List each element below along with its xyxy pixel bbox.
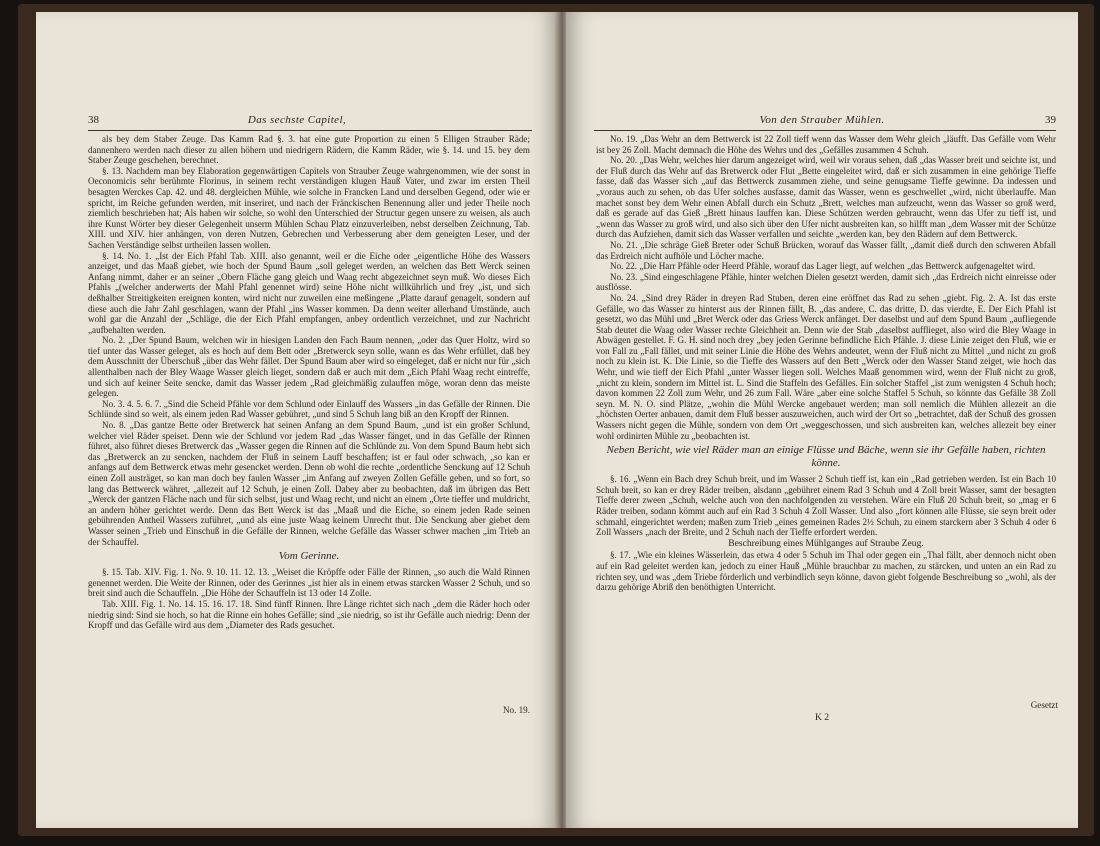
right-page [566, 12, 1078, 828]
paragraph: No. 23. „Sind eingeschlagene Pfähle, hinter welchen Dielen gesetzt werden, damit sich „das Erdreich nicht einreisse oder ausflösse. [596, 271, 1056, 293]
right-head-rule [594, 130, 1056, 131]
paragraph: §. 17. „Wie ein kleines Wässerlein, das etwa 4 oder 5 Schuh im Thal oder gegen ein „Thal fällt, aber dennoch nicht oben auf ein Rad geleitet werden kan, jedoch zu einer Hauß „Mühle brauchbar zu machen, zu stärcken, und unten an ein Rad zu richten sey, und was „dem Triebe förderlich und verbindlich seyn könne, davon giebt folgende Beschreibung so „wohl, als der darzu gehörige Abriß den benöthigten Unterricht. [596, 550, 1056, 593]
right-catchword: Gesetzt [1030, 700, 1058, 710]
section-heading: Neben Bericht, wie viel Räder man an einige Flüsse und Bäche, wenn sie ihr Gefälle haben, richten könne. [606, 444, 1046, 470]
paragraph: No. 21. „Die schräge Gieß Breter oder Schuß Brücken, worauf das Wasser fällt, „damit dieß durch den schweren Abfall das Erdreich nicht aufhöle und Löcher mache. [596, 239, 1056, 261]
left-page-number: 38 [88, 114, 99, 126]
paragraph: Tab. XIII. Fig. 1. No. 14. 15. 16. 17. 18. Sind fünff Rinnen. Ihre Länge richtet sich nach „dem die Räder hoch oder niedrig sind: Sind sie hoch, so hat die Rinne ein hohes Gefälle; sind „sie niedrig, so ist ihr Gefälle auch niedrig: Denn der Kropff und das Gefälle wird aus dem „Diameter des Rads gesuchet. [88, 598, 530, 631]
section-heading: Vom Gerinne. [278, 550, 340, 563]
left-running-title: Das sechste Capitel, [247, 114, 347, 126]
right-running-head [566, 112, 1078, 128]
left-head-rule [88, 130, 532, 131]
section-heading: Beschreibung eines Mühlganges auf Straube Zeug. [728, 537, 924, 549]
paragraph: §. 15. Tab. XIV. Fig. 1. No. 9. 10. 11. 12. 13. „Weiset die Kröpffe oder Fälle der Rinnen, „so auch die Wald Rinnen genennet werden. Die Weite der Rinnen, oder des Gerinnes „ist hier als in einem etwas starcken Wasser 2 Schuh, und so breit sind auch die Schauffeln. „Die Höhe der Schauffeln ist 13 oder 14 Zolle. [88, 567, 530, 599]
paragraph: §. 14. No. 1. „Ist der Eich Pfahl Tab. XIII. also genannt, weil er die Eiche oder „eigentliche Höhe des Wassers anzeiget, und das Maaß giebet, wie hoch der Spund Baum „soll geleget werden, an welchen das Bett Werck seinen Anfang nimmt, daher er an seiner „Obern Fläche gang gleich und Waag recht abgezeichnet seyn muß. Wo dieses Eich Pfahls „(welcher anderwerts der Mahl Pfahl genennet wird) seine Höhe nicht willkührlich und frey „ist, und sich deßhalber Streitigkeiten ereignen konten, wird nicht nur zuweilen eine meßingene „Platte darauf genagelt, sondern auf diese auch die Jahr Zahl geschlagen, wann der Pfahl „ins Wasser kommen. Da denn weiter allerhand Umstände, auch wohl gar die Anzahl der „Schläge, die der Eich Pfahl empfangen, anbey ordentlich verzeichnet, und zur Nachricht „aufbehalten werden. [88, 250, 530, 335]
paragraph: No. 8. „Das gantze Bette oder Bretwerck hat seinen Anfang an dem Spund Baum, „und ist ein großer Schlund, welcher viel Räder speiset. Denn wie der Schlund vor jedem Rad „das Wasser fänget, und in das Gefälle der Rinnen führet, also führet dieses Bretwerck das „Wasser gegen die Rinnen auf die Schlünde zu. Von dem Spund Baum hebt sich das „Bretwerck an zu sencken, nachdem der Fluß in seinem Lauff beschaffen; ist er faul oder schwach, „so kan er anfangs auf dem Bettwerck etwas mehr gesencket werden. Denn ob wohl die rechte „ordentliche Senckung auf 12 Schuh einen Zoll austräget, so kan man doch bey faulen Wasser „im Anfang auf zweyen Zollen Gefälle geben, und so fort, so lang das Bettwerck währet, „allezeit auf 12 Schuh, je einen Zoll. Dabey aber zu beobachten, daß im übrigen das Bett „Werck der gantzen Fläche nach und für sich selbst, just und Waag recht, und nicht an einem „Orte tieffer und muldricht, an andern höher gerichtet werde. Denn das Bett Werck ist das „Maaß und die Eiche, so einem jeden Rade seinen gebührenden Antheil Wassers zuführet, „und als eine juste Waag keinem Unrecht thut. Die Senckung aber giebet dem Wasser seinen „Trieb und Einschuß in die Gefälle der Rinnen, welche Gefälle das Wasser schwer machen „im Trieb an der Schauffel. [88, 420, 530, 547]
paragraph: als bey dem Staber Zeuge. Das Kamm Rad §. 3. hat eine gute Proportion zu einen 5 Elligen Strauber Räde; dannenhero werden nach dieser zu allen höhern und niedrigern Rädern, die Kamm Räder, wie §. 14. und 15. bey dem Staber Zeuge geschehen, berechnet. [88, 134, 530, 166]
paragraph: §. 16. „Wenn ein Bach drey Schuh breit, und im Wasser 2 Schuh tieff ist, kan ein „Rad getrieben werden. Ist ein Bach 10 Schuh breit, so kan er drey Räder treiben, alsdann „gebühret einem Rad 3 Schuh und 4 Zoll breit Wasser, samt der besagten Tieffe derer zween „Schuh, welche auch von den nachfolgenden zu verstehen. Wäre ein Fluß 20 Schuh breit, so „mag er 6 Räder treiben, sodann kömmt auch auf ein Rad 3 Schuh 4 Zoll Wasser. Und also „fort können alle Flüsse, sie seyn breit oder schmahl, eingerichtet werden; maßen zum Trieb „eines gemeinen Rades 2½ Schuh, zu einem starckern aber 3 Schuh 4 oder 6 Zoll Wassers „nach der Breite, und 2 Schuh nach der Tieffe erfordert werden. [596, 474, 1056, 538]
right-page-number: 39 [1045, 114, 1056, 126]
paragraph: No. 22. „Die Harr Pfähle oder Heerd Pfähle, worauf das Lager liegt, auf welchen „das Bettwerck aufgenageltet wird. [610, 261, 1036, 272]
paragraph: §. 13. Nachdem man bey Elaboration gegenwärtigen Capitels von Strauber Zeuge wahrgenommen, wie der sonst in Oeconomicis sehr berühmte Florinus, in seinem recht verständigen klugen Hauß Vater, und zwar im ersten Theil besagten Werckes Cap. 42. und 48. dergleichen Mühle, wie solche in Francken Land und derselben Gegend, oder wie er spricht, im Reiche gefunden werden, mit inseriret, und nach der Fränckischen Benennung aller und jeder Theile noch ziemlich beschrieben hat; Als haben wir solche, so wohl den Unterschied der Structur gegen unsere zu weisen, als auch ihre Kunst Wörter bey dieser Gelegenheit unserm Mühlen Schau Platz einzuverleiben, nebst derselben Zeichnung, Tab. XIII. und XIV. hier anhängen, von deren Nutzen, Gebrechen und Verbesserung aber dem geneigten Leser, und der Sachen Verständige selbst urtheilen lassen wollen. [88, 165, 530, 250]
paragraph: No. 24. „Sind drey Räder in dreyen Rad Stuben, deren eine eröffnet das Rad zu sehen „giebt. Fig. 2. A. Ist das erste Gefälle, wo das Wasser zu hinterst aus der Rinnen fällt, B. „das andere, C. das dritte, D. das vierdte, E. Der Eich Pfahl ist gesetzt, wo das Mühl und „Bret Werck oder das Griess Werck anfänget. Der daselbst und auf dem Spund Baum „aufliegende Stab deutet die Waag oder Wasser rechte Gleichheit an. Denn wie der Stab „daselbst aufflieget, also wird die Bley Waage in Abwägen gestellet. F. G. H. sind noch drey „bey jeden Gerinne befindliche Eich Pfähle. J. diese Linie zeiget den Fluß, wie er von Fall zu „Fall fället, und mit seiner Linie die Höhe des Wehrs andeutet, wenn der Fluß nicht zu Mittel „und nicht zu groß noch zu klein ist. K. Die Linie, so die Tieffe des Wassers auf den Bett „Werck oder den Wasser Stand zeiget, wie hoch das Wehr, und wie tieff der Eich Pfahl „unter Wasser liegen soll. Welches Maaß genommen wird, wenn der Fluß nicht zu groß, „nicht zu klein, sondern im Mittel ist. L. Sind die Staffeln des Gefälles. Ein solcher Staffel „ist zum wenigsten 4 Schuh hoch; davon kommen 22 Zoll zum Wehr, und 26 zum Fall. Wäre „aber eine solche Staffel 5 Schuh, so könnte das Gefälle 38 Zoll seyn. M. N. O. sind Plätze, „wohin die Mühl Wercke angebauet werden; man soll nemlich die Mühlen allezeit an die „höchsten Oerter anbauen, damit dem Fluß besser auszuweichen, auch wird der Ort so „betrachtet, daß der Schuß des grossen Wassers nicht gegen die Mühle, sondern von dem Ort „weggeschossen, und sich ausbreiten kan, welches allezeit bey einer wohl ordinirten Mühle zu „beobachten ist. [596, 292, 1056, 441]
left-catchword: No. 19. [502, 705, 530, 715]
left-page [36, 12, 558, 828]
right-running-title: Von den Strauber Mühlen. [759, 114, 885, 126]
paragraph: No. 19. „Das Wehr an dem Bettwerck ist 22 Zoll tieff wenn das Wasser dem Wehr gleich „läufft. Das Gefälle vom Wehr ist bey 26 Zoll. Macht demnach die Höhe des Wehrs und des „Gefälles zusammen 4 Schuh. [596, 134, 1056, 155]
left-running-head [36, 112, 558, 128]
signature-mark: K 2 [814, 712, 830, 723]
left-text-body [88, 134, 530, 631]
paragraph: No. 3. 4. 5. 6. 7. „Sind die Scheid Pfähle vor dem Schlund oder Einlauff des Wassers „in das Gefälle der Rinnen. Die Schlünde sind so weit, als einem jeden Rad Wasser gebühret, „und sind 5 Schuh lang biß an den Kropff der Rinnen. [88, 398, 530, 420]
right-text-body [596, 134, 1056, 593]
paragraph: No. 20. „Das Wehr, welches hier darum angezeiget wird, weil wir voraus sehen, daß „das Wasser breit und seichte ist, und der Fluß durch das Wehr auf das Bretwerck oder Flut „Bette eingeleitet wird, daß er sich zusammen in eine gehörige Tieffe fasse, daß das Wasser sich „auf das Bettwerck zusammen ziehe, und seine genugsame Tieffe gewinne. Da indessen und „voraus auch zu sehen, ob das Ufer solches ausfasse, damit das Wasser, wenn es geschwellet „wird, nicht überlauffe. Man machet sonst bey dem Wehr einen Abfall durch ein Schutz „Brett, welches man aufzeucht, wenn das Wasser so groß werd, daß es gerade auf das Gieß „Brett hinaus lauffen kan. Diese Schützen werden gebraucht, wenn das Ufer zu tieff ist, und „wenn das Wasser zu groß wird, und also sich über den Ufer nicht ausbreiten kan, so hilfft man „dem Wasser mit der Schütze durch das Aufziehen, damit sich das Wasser verfallen und seichte „werden kan, bey den Rädern auf dem Bettwerck. [596, 155, 1056, 240]
paragraph: No. 2. „Der Spund Baum, welchen wir in hiesigen Landen den Fach Baum nennen, „oder das Quer Holtz, wird so tief unter das Wasser geleget, als es hoch auf dem Bett oder „Bretwerck seyn solle, wann es das Wehr erfüllet, daß bey dem Ausschnitt der Überschuß „über das Wehr fället. Der Spund Baum aber wird so eingeleget, daß er nicht nur für „sich allenthalben nach der Bley Waage Wasser gleich lieget, sondern daß er auch mit dem „Eich Pfahl Waag recht eintreffe, und sich auf keiner Seite sencke, damit das Wasser jedem „Rad gleichmäßig zulauffen möge, woran denn das meiste gelegen. [88, 335, 530, 399]
open-book [18, 4, 1094, 836]
